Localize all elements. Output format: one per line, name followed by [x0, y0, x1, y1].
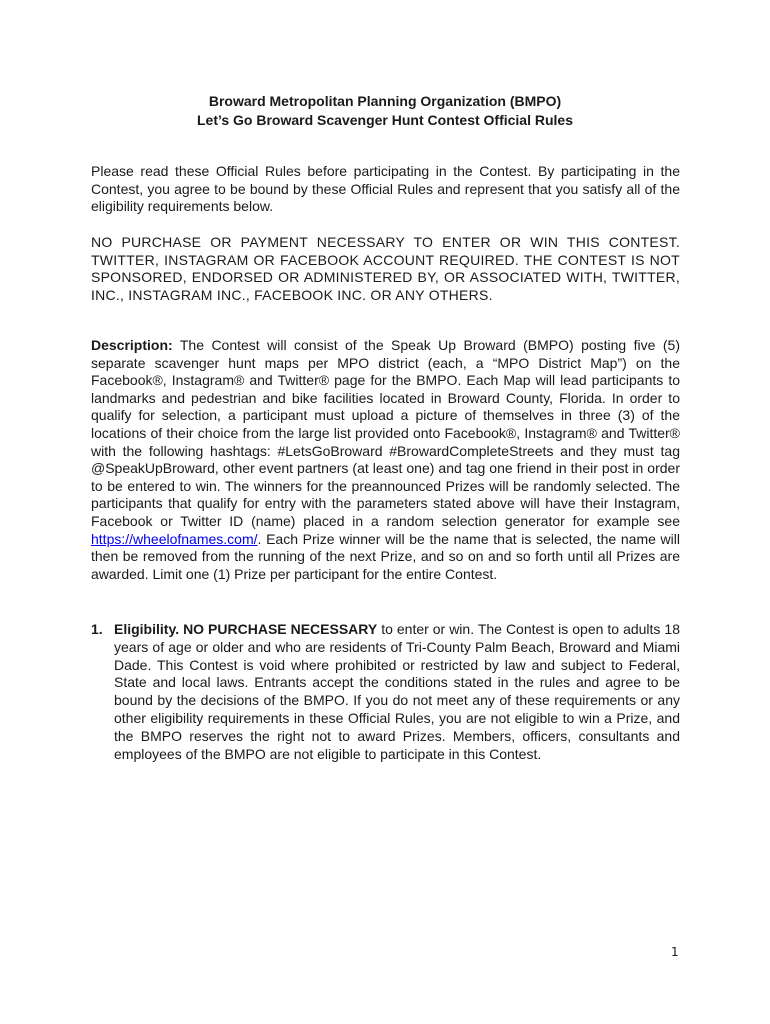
title-line-organization: Broward Metropolitan Planning Organization (BMPO) [208, 93, 562, 109]
description-text-continued: . Each Prize winner will be the name that is selected, the name will then be removed from the running of the next Prize, and so on and so forth until all Prizes are awarded. Limit one (1) Prize per participant for the entire Contest. [91, 530, 680, 582]
eligibility-body [114, 621, 680, 763]
description-label: Description: [91, 337, 173, 353]
title-line-contest: Let’s Go Broward Scavenger Hunt Contest Official Rules [197, 112, 573, 128]
eligibility-text: to enter or win. The Contest is open to adults 18 years of age or older and who are residents of Tri-County Palm Beach, Broward and Miami Dade. This Contest is void where prohibited or restricted by law and subject to Federal, State and local laws. Entrants accept the conditions stated in the rules and agree to be bound by the decisions of the BMPO. If you do not meet any of these requirements or any other eligibility requirements in these Official Rules, you are not eligible to win a Prize, and the BMPO reserves the right not to award Prizes. Members, officers, consultants and employees of the BMPO are not eligible to participate in this Contest. [114, 621, 680, 762]
description-paragraph [91, 337, 680, 583]
description-text: The Contest will consist of the Speak Up Broward (BMPO) posting five (5) separate scavenger hunt maps per MPO district (each, a “MPO District Map”) on the Facebook®, Instagram® and Twitter® page for the BMPO. Each Map will lead participants to landmarks and pedestrian and bike facilities located in Broward County, Florida. In order to qualify for selection, a participant must upload a picture of themselves in three (3) of the locations of their choice from the large list provided onto Facebook®, Instagram® and Twitter® with the following hashtags: #LetsGoBroward #BrowardCompleteStreets and they must tag @SpeakUpBroward, other event partners (at least one) and tag one friend in their post in order to be entered to win. The winners for the preannounced Prizes will be randomly selected. The participants that qualify for entry with the parameters stated above will have their Instagram, Facebook or Twitter ID (name) placed in a random selection generator for example see [91, 337, 680, 529]
disclaimer-paragraph: NO PURCHASE OR PAYMENT NECESSARY TO ENTER OR WIN THIS CONTEST. TWITTER, INSTAGRAM OR FACEBOOK ACCOUNT REQUIRED. THE CONTEST IS NOT SPONSORED, ENDORSED OR ADMINISTERED BY, OR ASSOCIATED WITH, TWITTER, INC., INSTAGRAM INC., FACEBOOK INC. OR ANY OTHERS. [91, 234, 680, 303]
page-number: 1 [671, 945, 679, 959]
wheelofnames-link[interactable]: https://wheelofnames.com/ [91, 530, 258, 547]
eligibility-heading: Eligibility. NO PURCHASE NECESSARY [114, 621, 378, 637]
list-number: 1. [91, 621, 103, 637]
eligibility-section [91, 621, 680, 763]
intro-paragraph: Please read these Official Rules before participating in the Contest. By participating in the Contest, you agree to be bound by these Official Rules and represent that you satisfy all of the eligibility requirements below. [91, 163, 680, 215]
document-title [0, 92, 770, 130]
